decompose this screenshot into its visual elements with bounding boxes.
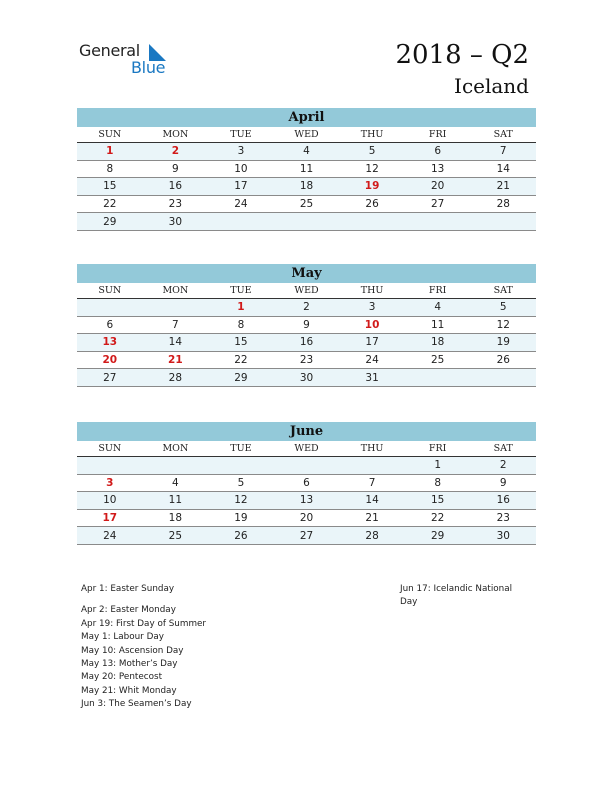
holiday-note: Apr 2: Easter Monday bbox=[81, 605, 176, 616]
week-row bbox=[77, 527, 536, 545]
holiday-note: Apr 19: First Day of Summer bbox=[81, 618, 207, 629]
day-cell: 30 bbox=[168, 215, 183, 228]
month-title: April bbox=[77, 108, 536, 127]
holiday-note: Apr 1: Easter Sunday bbox=[81, 584, 175, 594]
day-cell: 9 bbox=[303, 318, 310, 331]
day-cell: 6 bbox=[106, 318, 114, 331]
holiday-note: May 1: Labour Day bbox=[81, 632, 164, 643]
day-cell: 24 bbox=[234, 198, 248, 211]
weekday-label: TUE bbox=[230, 443, 252, 454]
week-row bbox=[77, 352, 536, 370]
day-cell: 9 bbox=[172, 162, 179, 175]
weekday-label: WED bbox=[294, 443, 319, 454]
weekday-label: SUN bbox=[98, 285, 122, 296]
day-cell: 19 bbox=[496, 336, 510, 349]
month-title: June bbox=[77, 422, 536, 441]
holiday-note: May 13: Mother’s Day bbox=[81, 659, 178, 670]
weekday-label: TUE bbox=[230, 285, 252, 296]
weekday-label: SAT bbox=[493, 443, 513, 454]
day-cell: 17 bbox=[365, 336, 379, 349]
week-row bbox=[77, 334, 536, 352]
weekday-label: TUE bbox=[230, 129, 252, 140]
weekday-label: FRI bbox=[428, 285, 447, 296]
weekday-label: MON bbox=[162, 129, 189, 140]
weekday-label: MON bbox=[162, 443, 189, 454]
day-cell: 8 bbox=[106, 162, 114, 175]
weekday-label: SAT bbox=[493, 129, 513, 140]
week-row bbox=[77, 178, 536, 196]
day-cell: 19 bbox=[364, 180, 380, 193]
day-cell: 1 bbox=[434, 459, 442, 472]
holiday-notes-left bbox=[81, 583, 301, 712]
day-cell: 6 bbox=[303, 476, 310, 489]
day-cell: 7 bbox=[172, 318, 179, 331]
day-cell: 25 bbox=[168, 529, 183, 542]
day-cell: 5 bbox=[368, 145, 376, 158]
brand-logo bbox=[79, 41, 179, 81]
day-cell: 11 bbox=[168, 494, 183, 507]
weekday-label: WED bbox=[294, 285, 319, 296]
week-row bbox=[77, 143, 536, 161]
month-title: May bbox=[77, 264, 536, 283]
weekday-label: MON bbox=[162, 285, 189, 296]
day-cell: 19 bbox=[234, 512, 248, 525]
day-cell: 3 bbox=[106, 476, 114, 489]
weekday-header-row bbox=[77, 441, 536, 457]
day-cell: 31 bbox=[365, 371, 379, 384]
day-cell: 29 bbox=[234, 371, 248, 384]
day-cell: 11 bbox=[430, 318, 445, 331]
weekday-label: WED bbox=[294, 129, 319, 140]
page-title: 2018 – Q2 bbox=[395, 40, 529, 70]
day-cell: 28 bbox=[496, 198, 510, 211]
day-cell: 2 bbox=[171, 145, 180, 158]
weekday-label: FRI bbox=[428, 129, 447, 140]
month-calendar-june bbox=[77, 422, 536, 545]
day-cell: 4 bbox=[303, 145, 310, 158]
week-row bbox=[77, 196, 536, 214]
day-cell: 3 bbox=[368, 301, 376, 314]
brand-word-general: General bbox=[79, 41, 140, 60]
day-cell: 24 bbox=[103, 529, 117, 542]
day-cell: 13 bbox=[430, 162, 445, 175]
day-cell: 30 bbox=[496, 529, 510, 542]
day-cell: 9 bbox=[499, 476, 507, 489]
day-cell: 2 bbox=[303, 301, 310, 314]
week-row bbox=[77, 299, 536, 317]
day-cell: 12 bbox=[496, 318, 510, 331]
day-cell: 8 bbox=[434, 476, 442, 489]
day-cell: 11 bbox=[299, 162, 314, 175]
day-cell: 18 bbox=[430, 336, 445, 349]
day-cell: 20 bbox=[430, 180, 445, 193]
day-cell: 14 bbox=[168, 336, 183, 349]
day-cell: 7 bbox=[499, 145, 507, 158]
day-cell: 16 bbox=[299, 336, 314, 349]
day-cell: 16 bbox=[496, 494, 510, 507]
holiday-note: May 20: Pentecost bbox=[81, 672, 163, 683]
page-subtitle: Iceland bbox=[454, 74, 529, 98]
day-cell: 20 bbox=[102, 354, 118, 367]
day-cell: 29 bbox=[103, 215, 117, 228]
day-cell: 12 bbox=[365, 162, 379, 175]
day-cell: 4 bbox=[434, 301, 442, 314]
brand-word-blue: Blue bbox=[131, 58, 166, 77]
weekday-header-row bbox=[77, 127, 536, 143]
day-cell: 22 bbox=[103, 198, 117, 211]
day-cell: 2 bbox=[499, 459, 507, 472]
weekday-header-row bbox=[77, 283, 536, 299]
weekday-label: THU bbox=[360, 443, 384, 454]
weekday-label: THU bbox=[360, 285, 384, 296]
week-row bbox=[77, 510, 536, 528]
week-row bbox=[77, 213, 536, 231]
day-cell: 15 bbox=[430, 494, 445, 507]
month-calendar-april bbox=[77, 108, 536, 231]
day-cell: 13 bbox=[102, 336, 118, 349]
weekday-label: FRI bbox=[428, 443, 447, 454]
week-row bbox=[77, 317, 536, 335]
day-cell: 17 bbox=[102, 512, 118, 525]
day-cell: 21 bbox=[496, 180, 510, 193]
week-row bbox=[77, 369, 536, 387]
day-cell: 27 bbox=[299, 529, 314, 542]
day-cell: 26 bbox=[234, 529, 248, 542]
week-row bbox=[77, 161, 536, 179]
day-cell: 14 bbox=[496, 162, 510, 175]
week-row bbox=[77, 457, 536, 475]
day-cell: 20 bbox=[299, 512, 314, 525]
day-cell: 8 bbox=[237, 318, 245, 331]
day-cell: 7 bbox=[368, 476, 376, 489]
day-cell: 23 bbox=[168, 198, 183, 211]
day-cell: 17 bbox=[234, 180, 248, 193]
day-cell: 18 bbox=[168, 512, 183, 525]
day-cell: 16 bbox=[168, 180, 183, 193]
day-cell: 10 bbox=[234, 162, 248, 175]
day-cell: 29 bbox=[430, 529, 445, 542]
day-cell: 23 bbox=[496, 512, 510, 525]
day-cell: 27 bbox=[430, 198, 445, 211]
day-cell: 27 bbox=[103, 371, 117, 384]
holiday-notes-right bbox=[400, 583, 530, 610]
weekday-label: SUN bbox=[98, 129, 122, 140]
day-cell: 28 bbox=[168, 371, 183, 384]
day-cell: 5 bbox=[237, 476, 245, 489]
day-cell: 26 bbox=[496, 354, 510, 367]
day-cell: 5 bbox=[499, 301, 507, 314]
month-calendar-may bbox=[77, 264, 536, 387]
day-cell: 3 bbox=[237, 145, 245, 158]
day-cell: 25 bbox=[299, 198, 314, 211]
day-cell: 10 bbox=[364, 318, 380, 331]
week-row bbox=[77, 475, 536, 493]
day-cell: 28 bbox=[365, 529, 379, 542]
day-cell: 18 bbox=[299, 180, 314, 193]
holiday-note: Jun 17: Icelandic National Day bbox=[400, 584, 513, 608]
holiday-note: May 10: Ascension Day bbox=[81, 645, 184, 656]
day-cell: 4 bbox=[172, 476, 179, 489]
day-cell: 21 bbox=[365, 512, 379, 525]
day-cell: 13 bbox=[299, 494, 314, 507]
day-cell: 14 bbox=[365, 494, 379, 507]
weekday-label: SUN bbox=[98, 443, 122, 454]
weekday-label: THU bbox=[360, 129, 384, 140]
day-cell: 15 bbox=[234, 336, 248, 349]
day-cell: 12 bbox=[234, 494, 248, 507]
day-cell: 10 bbox=[103, 494, 117, 507]
day-cell: 1 bbox=[106, 145, 114, 158]
day-cell: 6 bbox=[434, 145, 442, 158]
day-cell: 23 bbox=[299, 354, 314, 367]
day-cell: 25 bbox=[430, 354, 445, 367]
week-row bbox=[77, 492, 536, 510]
day-cell: 30 bbox=[299, 371, 314, 384]
holiday-note: Jun 3: The Seamen’s Day bbox=[81, 699, 192, 710]
weekday-label: SAT bbox=[493, 285, 513, 296]
day-cell: 26 bbox=[365, 198, 379, 211]
day-cell: 15 bbox=[103, 180, 117, 193]
day-cell: 24 bbox=[365, 354, 379, 367]
day-cell: 1 bbox=[237, 301, 245, 314]
day-cell: 22 bbox=[430, 512, 445, 525]
day-cell: 22 bbox=[234, 354, 248, 367]
day-cell: 21 bbox=[168, 354, 183, 367]
holiday-note: May 21: Whit Monday bbox=[81, 685, 177, 696]
